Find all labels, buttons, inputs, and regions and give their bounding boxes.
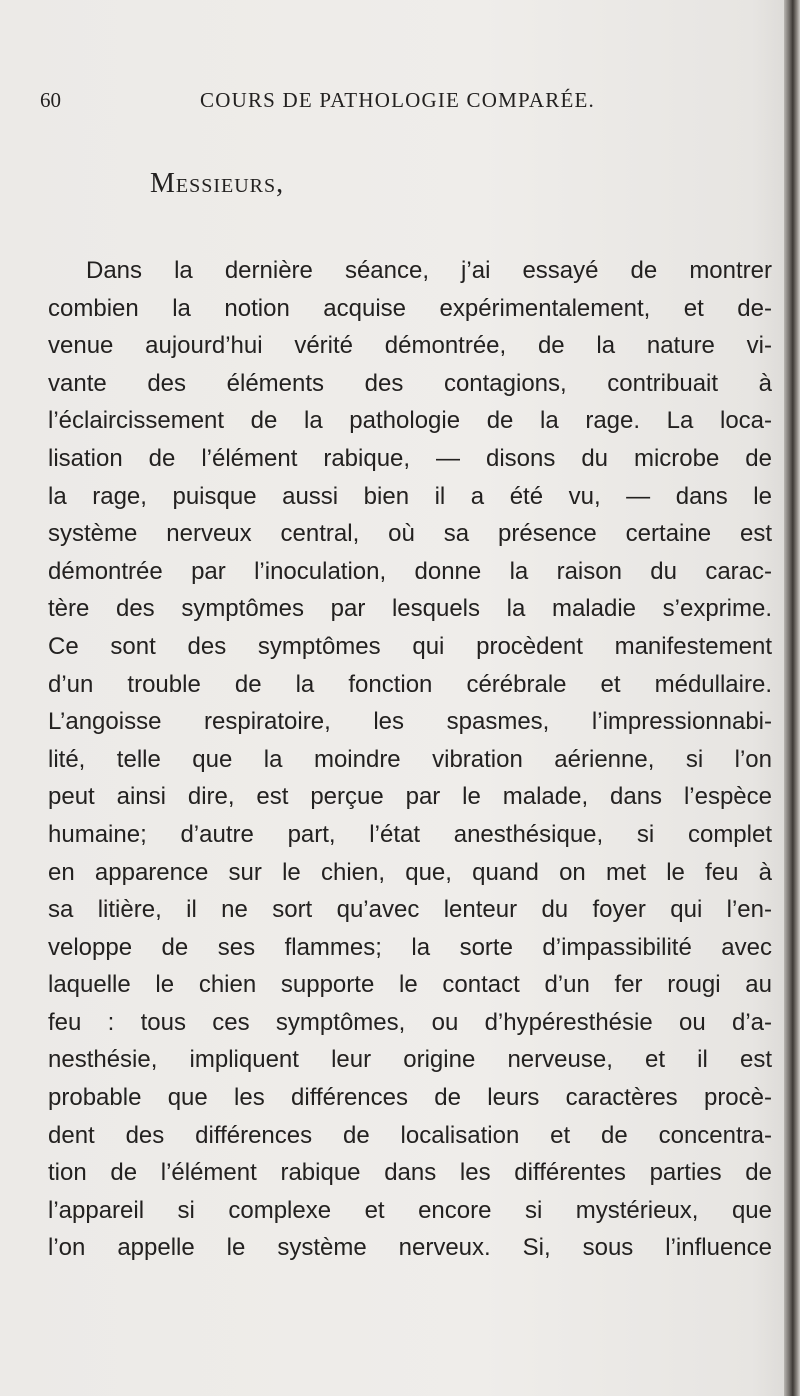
running-head: [40, 88, 760, 118]
text-line: veloppe de ses flammes; la sorte d’impassibilité avec: [48, 933, 772, 961]
text-line: Ce sont des symptômes qui procèdent manifestement: [48, 632, 772, 660]
text-line: nesthésie, impliquent leur origine nerveuse, et il est: [48, 1046, 772, 1074]
text-line: probable que les différences de leurs caractères procè-: [48, 1084, 772, 1112]
text-line: d’un trouble de la fonction cérébrale et médullaire.: [48, 670, 772, 698]
text-line: lisation de l’élément rabique, — disons du microbe de: [48, 444, 772, 472]
text-line: système nerveux central, où sa présence certaine est: [48, 520, 772, 548]
text-line: venue aujourd’hui vérité démontrée, de la nature vi-: [48, 332, 772, 360]
page-number: 60: [40, 88, 61, 112]
body-paragraph: [48, 252, 772, 1267]
text-line: la rage, puisque aussi bien il a été vu, — dans le: [48, 482, 772, 510]
text-line: humaine; d’autre part, l’état anesthésique, si complet: [48, 820, 772, 848]
text-line: dent des différences de localisation et de concentra-: [48, 1121, 772, 1149]
text-line: l’éclaircissement de la pathologie de la rage. La loca-: [48, 407, 772, 435]
text-line: en apparence sur le chien, que, quand on met le feu à: [48, 858, 772, 886]
page-edge-shadow: [784, 0, 800, 1396]
text-line: combien la notion acquise expérimentalement, et de-: [48, 294, 772, 322]
text-line: feu : tous ces symptômes, ou d’hypéresthésie ou d’a-: [48, 1008, 772, 1036]
text-line: l’appareil si complexe et encore si mystérieux, que: [48, 1196, 772, 1224]
text-line: tère des symptômes par lesquels la maladie s’exprime.: [48, 595, 772, 623]
text-line: démontrée par l’inoculation, donne la raison du carac-: [48, 557, 772, 585]
text-line: laquelle le chien supporte le contact d’un fer rougi au: [48, 971, 772, 999]
text-line: l’on appelle le système nerveux. Si, sous l’influence: [48, 1234, 772, 1262]
text-line: lité, telle que la moindre vibration aérienne, si l’on: [48, 745, 772, 773]
text-line: L’angoisse respiratoire, les spasmes, l’impressionnabi-: [48, 708, 772, 736]
running-title: COURS DE PATHOLOGIE COMPARÉE.: [200, 88, 595, 112]
text-line: Dans la dernière séance, j’ai essayé de montrer: [86, 257, 772, 284]
text-line: vante des éléments des contagions, contribuait à: [48, 369, 772, 397]
text-line: peut ainsi dire, est perçue par le malade, dans l’espèce: [48, 783, 772, 811]
text-line: tion de l’élément rabique dans les différentes parties de: [48, 1159, 772, 1187]
salutation-heading: Messieurs,: [150, 168, 285, 199]
text-line: sa litière, il ne sort qu’avec lenteur du foyer qui l’en-: [48, 896, 772, 924]
